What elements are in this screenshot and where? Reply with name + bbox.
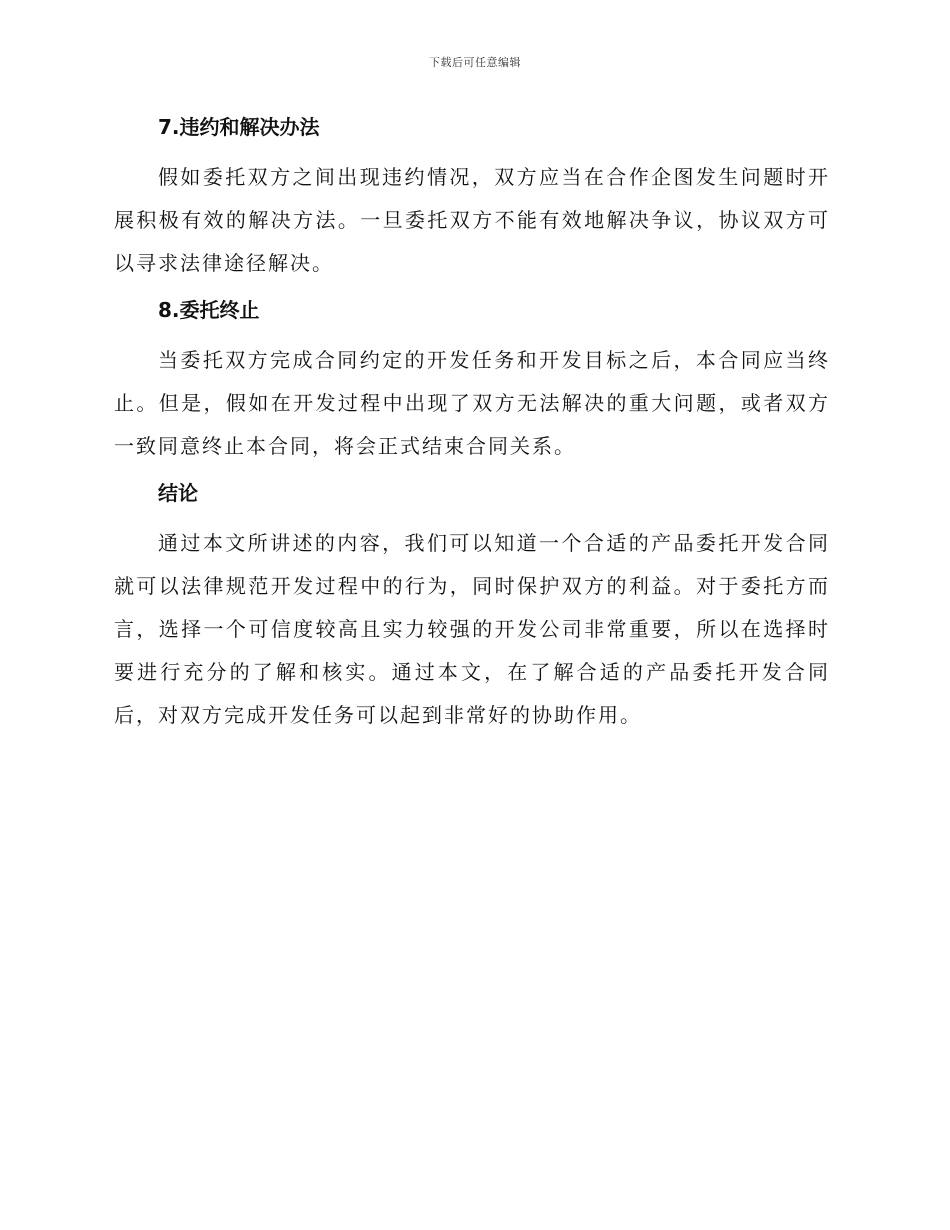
section-heading: 结论 <box>158 481 198 505</box>
document-body <box>114 106 830 741</box>
section-paragraph: 假如委托双方之间出现违约情况，双方应当在合作企图发生问题时开展积极有效的解决方法。一旦委托双方不能有效地解决争议，协议双方可以寻求法律途径解决。 <box>114 165 830 275</box>
section-paragraph: 通过本文所讲述的内容，我们可以知道一个合适的产品委托开发合同就可以法律规范开发过程中的行为，同时保护双方的利益。对于委托方而言，选择一个可信度较高且实力较强的开发公司非常重要，所以在选择时要进行充分的了解和核实。通过本文，在了解合适的产品委托开发合同后，对双方完成开发任务可以起到非常好的协助作用。 <box>114 531 830 727</box>
section-termination <box>114 289 830 468</box>
page-header: 下载后可任意编辑 <box>429 56 521 69</box>
section-breach <box>114 106 830 285</box>
section-heading: 8.委托终止 <box>158 298 260 322</box>
section-conclusion <box>114 472 830 737</box>
section-heading: 7.违约和解决办法 <box>158 115 320 139</box>
section-paragraph: 当委托双方完成合同约定的开发任务和开发目标之后，本合同应当终止。但是，假如在开发过程中出现了双方无法解决的重大问题，或者双方一致同意终止本合同，将会正式结束合同关系。 <box>114 348 830 458</box>
